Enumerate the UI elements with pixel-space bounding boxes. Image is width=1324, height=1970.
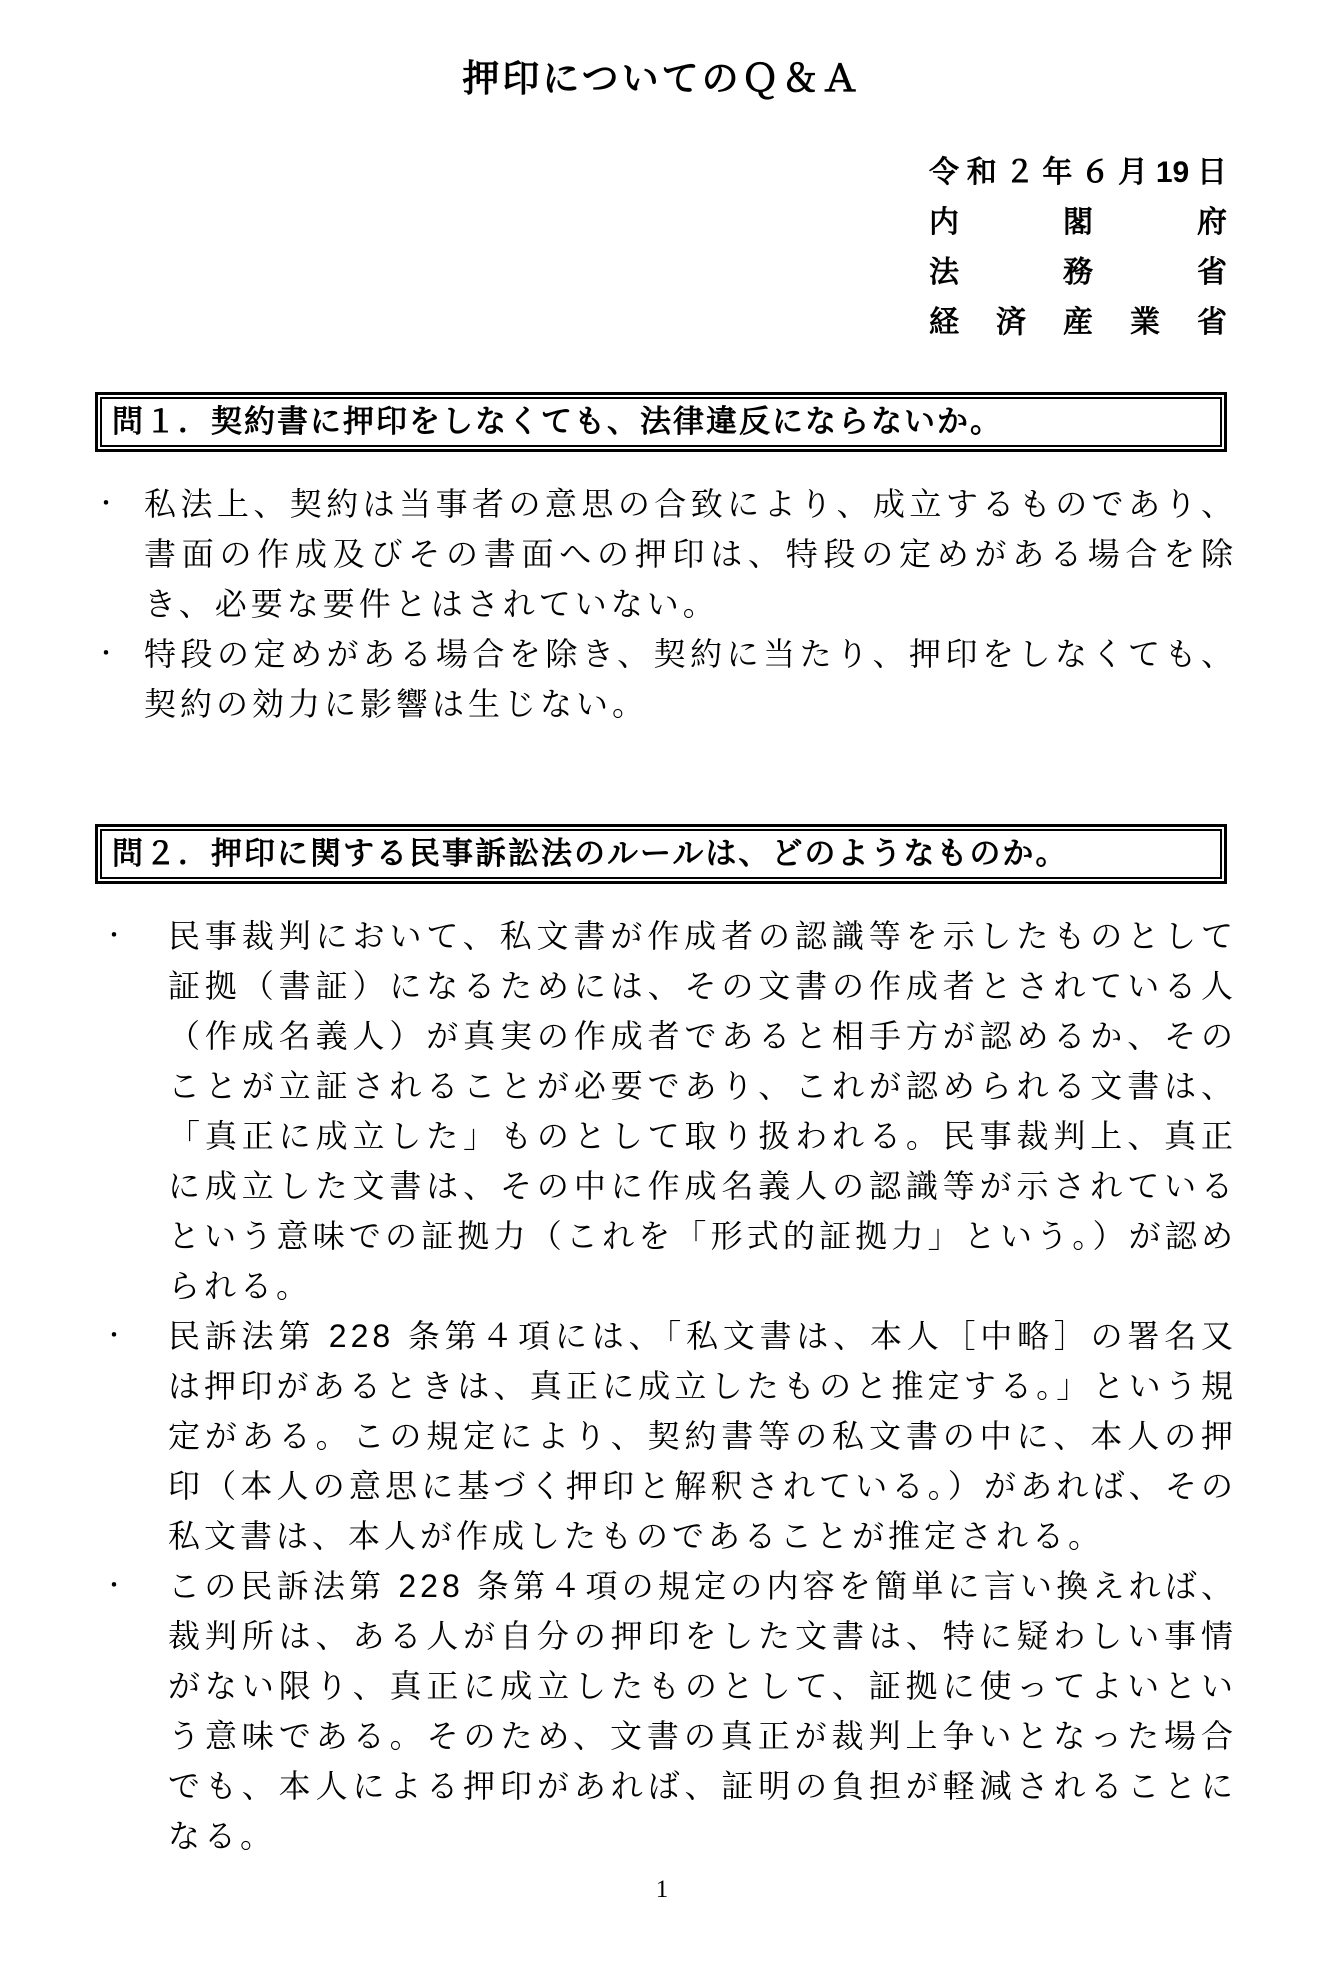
question-1-answer-list [0, 479, 1324, 729]
answer-paragraph: 民事裁判において、私文書が作成者の認識等を示したものとして証拠（書証）になるためには、その文書の作成者とされている人（作成名義人）が真実の作成者であると相手方が認めるか、そのことが立証されることが必要であり、これが認められる文書は、「真正に成立した」ものとして取り扱われる。民事裁判上、真正に成立した文書は、その中に作成名義人の認識等が示されているという意味での証拠力（これを「形式的証拠力」という。）が認められる。 [168, 918, 1237, 1304]
issuer-cabinet-office: 内閣府 [929, 206, 1227, 239]
answer-paragraph: 民訴法第 228 条第４項には、「私文書は、本人［中略］の署名又は押印があるときは、真正に成立したものと推定する。」という規定がある。この規定により、契約書等の私文書の中に、本人の押印（本人の意思に基づく押印と解釈されている。）があれば、その私文書は、本人が作成したものであることが推定される。 [168, 1318, 1237, 1554]
document-date: 令和２年６月19日 [929, 156, 1227, 189]
bullet-icon: ・ [96, 643, 116, 665]
issuer-ministry-of-justice: 法務省 [929, 256, 1227, 289]
bullet-icon: ・ [104, 1325, 124, 1347]
answer-paragraph: 私法上、契約は当事者の意思の合致により、成立するものであり、書面の作成及びその書面への押印は、特段の定めがある場合を除き、必要な要件とはされていない。 [144, 486, 1237, 622]
question-1-section [0, 392, 1324, 729]
bullet-icon: ・ [104, 1575, 124, 1597]
question-2-section [0, 824, 1324, 1861]
answer-paragraph: この民訴法第 228 条第４項の規定の内容を簡単に言い換えれば、裁判所は、ある人が自分の押印をした文書は、特に疑わしい事情がない限り、真正に成立したものとして、証拠に使ってよいという意味である。そのため、文書の真正が裁判上争いとなった場合でも、本人による押印があれば、証明の負担が軽減されることになる。 [168, 1568, 1237, 1854]
question-1-heading-box [95, 392, 1227, 452]
question-2-heading: 問２．押印に関する民事訴訟法のルールは、どのようなものか。 [100, 829, 1222, 879]
question-2-heading-box [95, 824, 1227, 884]
bullet-icon: ・ [104, 925, 124, 947]
question-1-heading: 問１．契約書に押印をしなくても、法律違反にならないか。 [100, 397, 1222, 447]
issuer-block [929, 148, 1227, 348]
bullet-icon: ・ [96, 493, 116, 515]
issuer-ministry-of-economy: 経済産業省 [929, 306, 1227, 339]
list-item [96, 629, 1237, 729]
question-2-answer-list [0, 911, 1324, 1861]
answer-paragraph: 特段の定めがある場合を除き、契約に当たり、押印をしなくても、契約の効力に影響は生じない。 [144, 636, 1237, 722]
document-title: 押印についてのＱ＆Ａ [462, 58, 862, 99]
list-item [104, 1561, 1237, 1861]
list-item [104, 911, 1237, 1311]
page-number: 1 [655, 1876, 669, 1903]
list-item [96, 479, 1237, 629]
list-item [104, 1311, 1237, 1561]
